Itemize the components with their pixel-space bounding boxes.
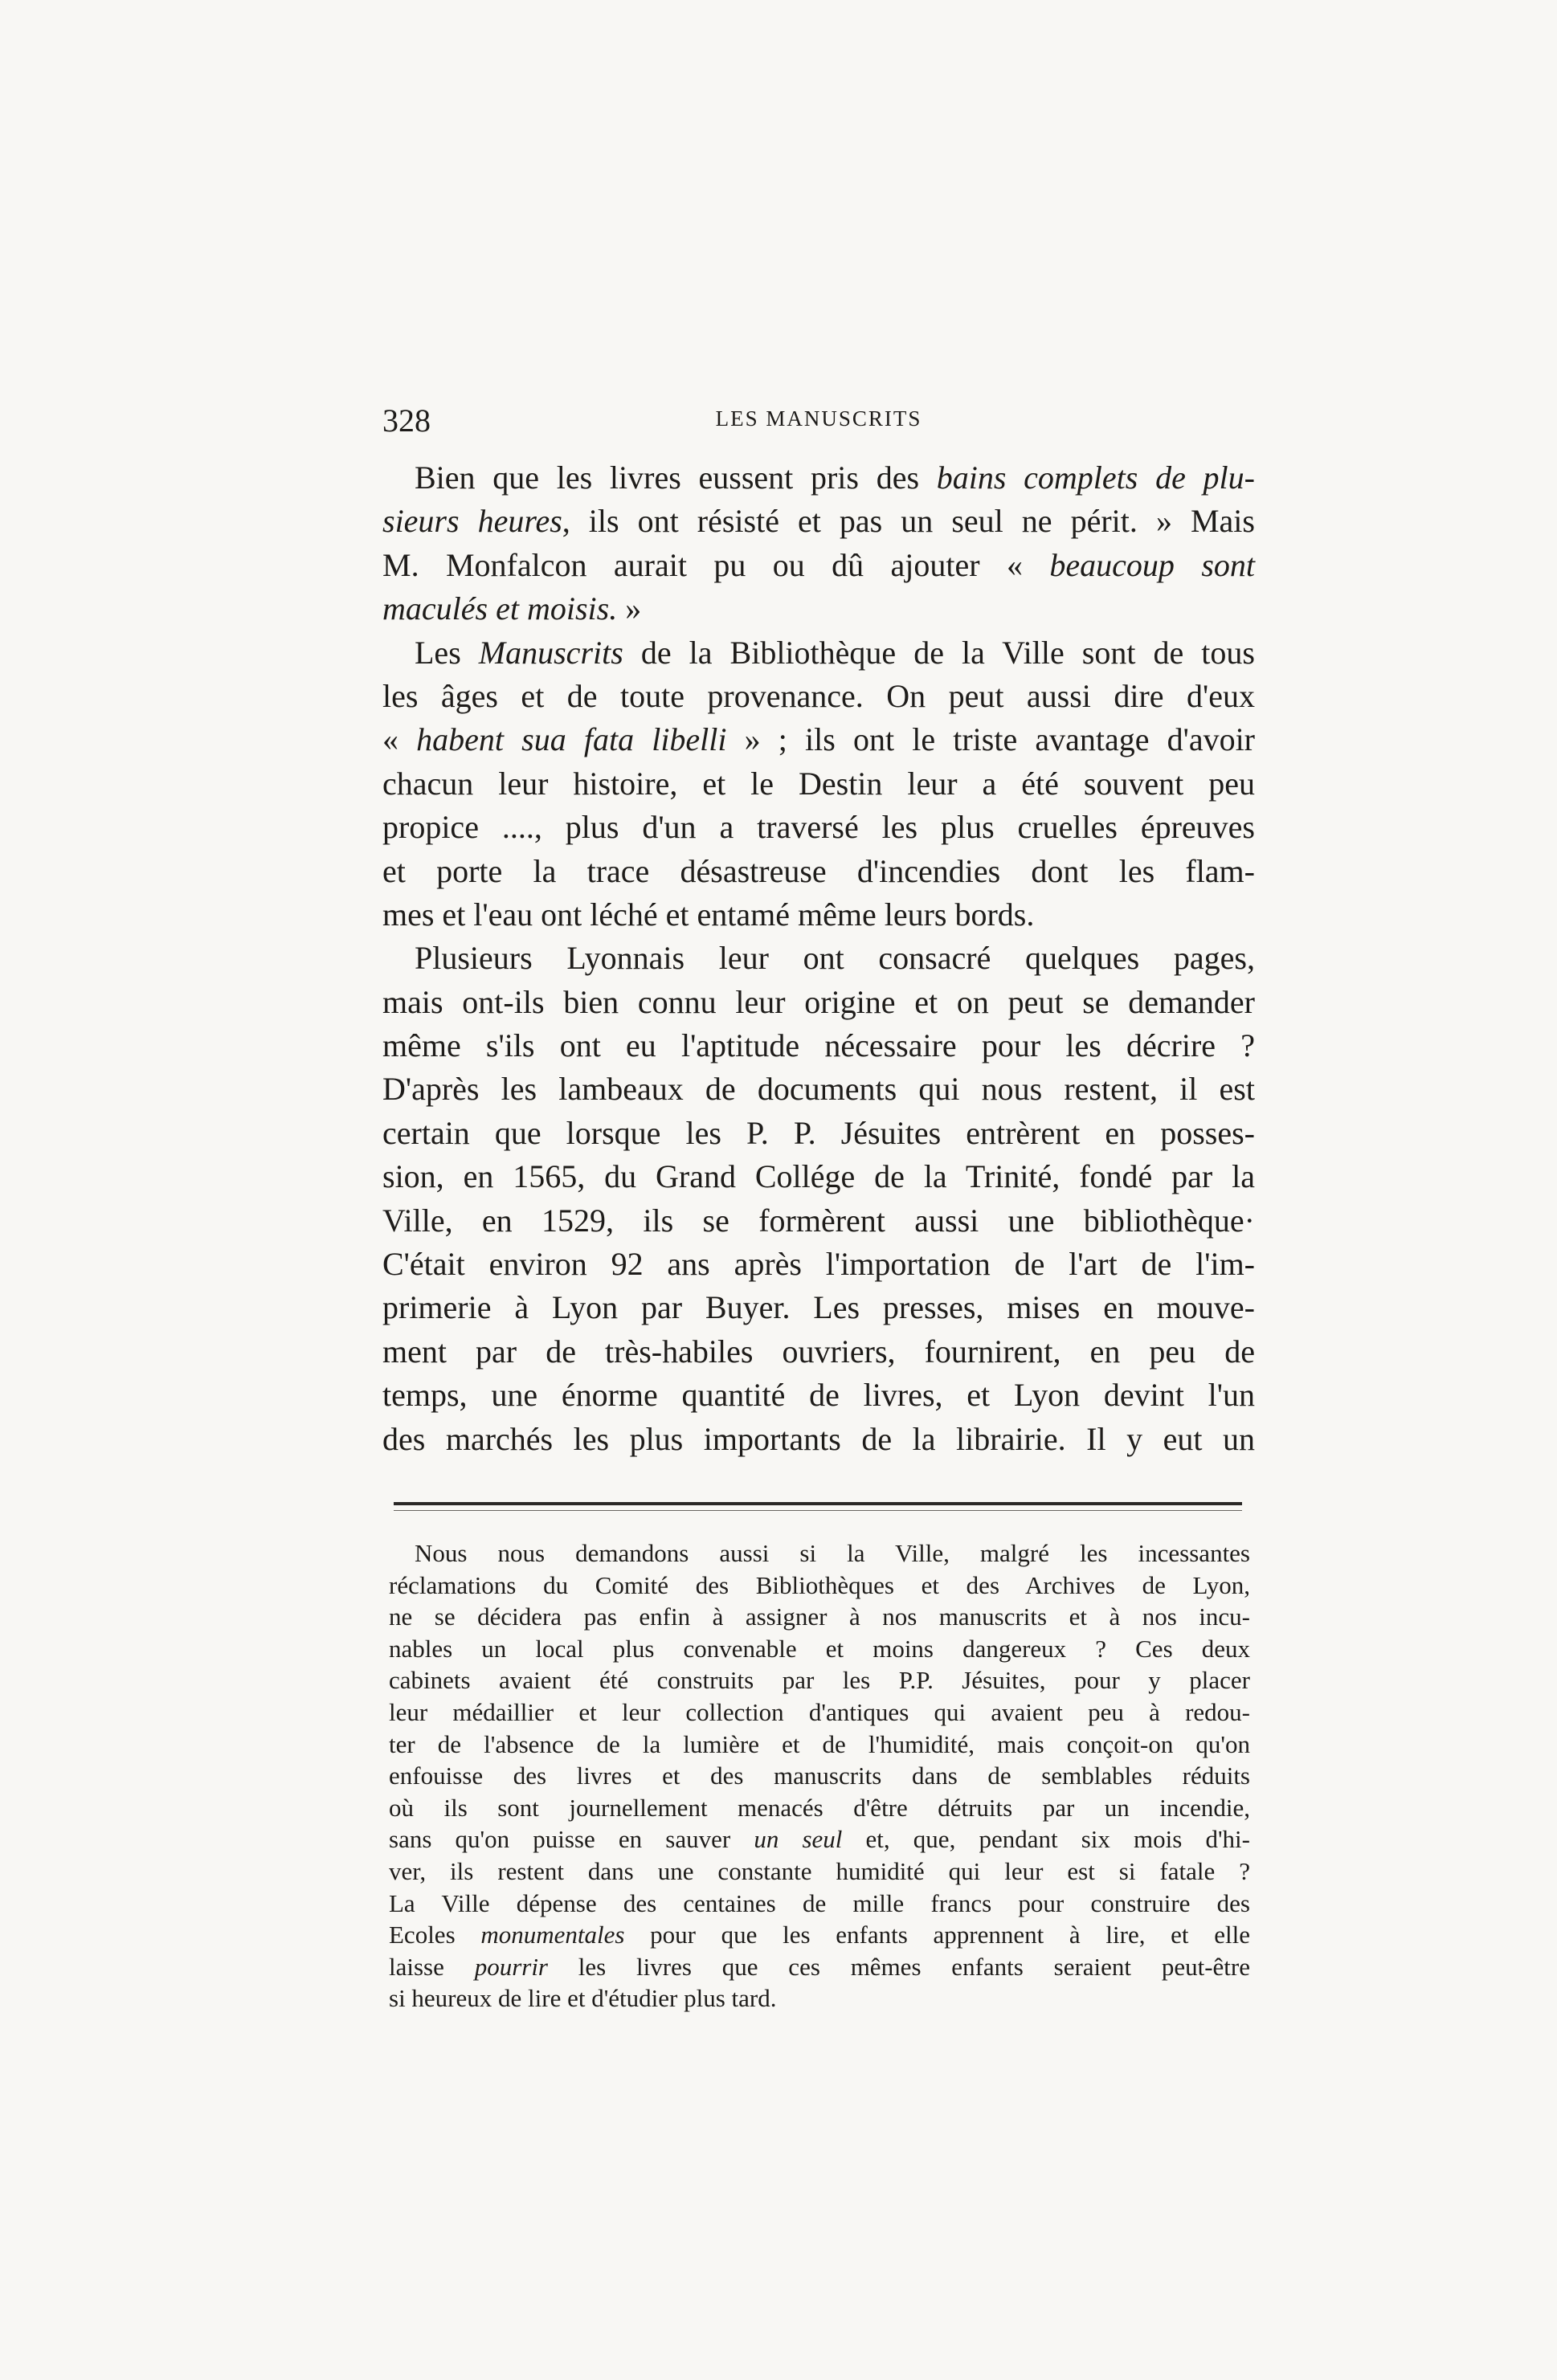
text-line: certain que lorsque les P. P. Jésuites entrèrent en posses- (382, 1114, 1255, 1151)
text-line: mais ont-ils bien connu leur origine et on peut se demander (382, 983, 1255, 1020)
text-line: sieurs heures, ils ont résisté et pas un seul ne périt. » Mais (382, 503, 1255, 540)
italic-phrase: bains complets de plu- (936, 459, 1255, 496)
italic-phrase: maculés et moisis. (382, 590, 618, 627)
footnote-line: réclamations du Comité des Bibliothèques et des Archives de Lyon, (389, 1570, 1250, 1599)
text-line: temps, une énorme quantité de livres, et Lyon devint l'un (382, 1377, 1255, 1414)
footnote-line: La Ville dépense des centaines de mille francs pour construire des (389, 1888, 1250, 1917)
text-line: Ville, en 1529, ils se formèrent aussi une bibliothèque· (382, 1202, 1255, 1239)
page-number: 328 (382, 402, 431, 439)
italic-phrase: beaucoup sont (1049, 546, 1255, 583)
footnote-line: ne se décidera pas enfin à assigner à nos manuscrits et à nos incu- (389, 1602, 1250, 1631)
text-line: primerie à Lyon par Buyer. Les presses, mises en mouve- (382, 1289, 1255, 1326)
text-line: maculés et moisis. » (382, 590, 642, 627)
italic-phrase: sieurs heures (382, 503, 562, 540)
text-line: chacun leur histoire, et le Destin leur a été souvent peu (382, 765, 1255, 802)
italic-phrase: habent sua fata libelli (416, 721, 727, 758)
footnote-line: ver, ils restent dans une constante humidité qui leur est si fatale ? (389, 1856, 1250, 1885)
italic-phrase: pourrir (474, 1952, 548, 1981)
italic-phrase: un seul (754, 1825, 843, 1854)
footnote-line: sans qu'on puisse en sauver un seul et, que, pendant six mois d'hi- (389, 1825, 1250, 1854)
footnote-line: où ils sont journellement menacés d'être détruits par un incendie, (389, 1793, 1250, 1822)
footnote-line: cabinets avaient été construits par les P.P. Jésuites, pour y placer (389, 1666, 1250, 1695)
footnote-divider-thin (394, 1510, 1242, 1511)
text-line: Plusieurs Lyonnais leur ont consacré quelques pages, (415, 940, 1255, 977)
footnote-line: Ecoles monumentales pour que les enfants apprennent à lire, et elle (389, 1921, 1250, 1949)
footnote-line: Nous nous demandons aussi si la Ville, malgré les incessantes (415, 1539, 1250, 1567)
footnote-line: laisse pourrir les livres que ces mêmes enfants seraient peut-être (389, 1952, 1250, 1981)
text-line: propice ...., plus d'un a traversé les plus cruelles épreuves (382, 809, 1255, 846)
footnote-line: leur médaillier et leur collection d'antiques qui avaient peu à redou- (389, 1697, 1250, 1726)
text-line: « habent sua fata libelli » ; ils ont le triste avantage d'avoir (382, 721, 1256, 758)
text-line: ment par de très-habiles ouvriers, fournirent, en peu de (382, 1333, 1255, 1370)
footnote-line: enfouisse des livres et des manuscrits dans de semblables réduits (389, 1762, 1250, 1790)
text-line: Bien que les livres eussent pris des bains complets de plu- (415, 459, 1255, 496)
footnote-line: ter de l'absence de la lumière et de l'humidité, mais conçoit-on qu'on (389, 1729, 1250, 1758)
text-line: M. Monfalcon aurait pu ou dû ajouter « beaucoup sont (382, 546, 1255, 583)
page-header (382, 402, 1255, 450)
footnote (389, 1537, 1250, 2015)
footnote-line: nables un local plus convenable et moins dangereux ? Ces deux (389, 1634, 1250, 1663)
running-title: LES MANUSCRITS (715, 406, 922, 431)
footnote-divider (394, 1502, 1242, 1505)
text-line: et porte la trace désastreuse d'incendies dont les flam- (382, 852, 1255, 889)
text-line: des marchés les plus importants de la librairie. Il y eut un (382, 1420, 1255, 1457)
italic-phrase: Manuscrits (478, 634, 623, 671)
text-line: Les Manuscrits de la Bibliothèque de la Ville sont de tous (415, 634, 1255, 671)
text-line: même s'ils ont eu l'aptitude nécessaire pour les décrire ? (382, 1027, 1255, 1064)
text-line: mes et l'eau ont léché et entamé même leurs bords. (382, 896, 1035, 933)
footnote-line: si heureux de lire et d'étudier plus tard. (389, 1984, 777, 2013)
text-line: sion, en 1565, du Grand Collége de la Trinité, fondé par la (382, 1158, 1255, 1195)
italic-phrase: monumentales (480, 1921, 625, 1949)
text-line: D'après les lambeaux de documents qui nous restent, il est (382, 1071, 1255, 1108)
text-line: les âges et de toute provenance. On peut aussi dire d'eux (382, 677, 1255, 714)
main-text (382, 456, 1255, 1461)
text-line: C'était environ 92 ans après l'importation de l'art de l'im- (382, 1246, 1255, 1283)
